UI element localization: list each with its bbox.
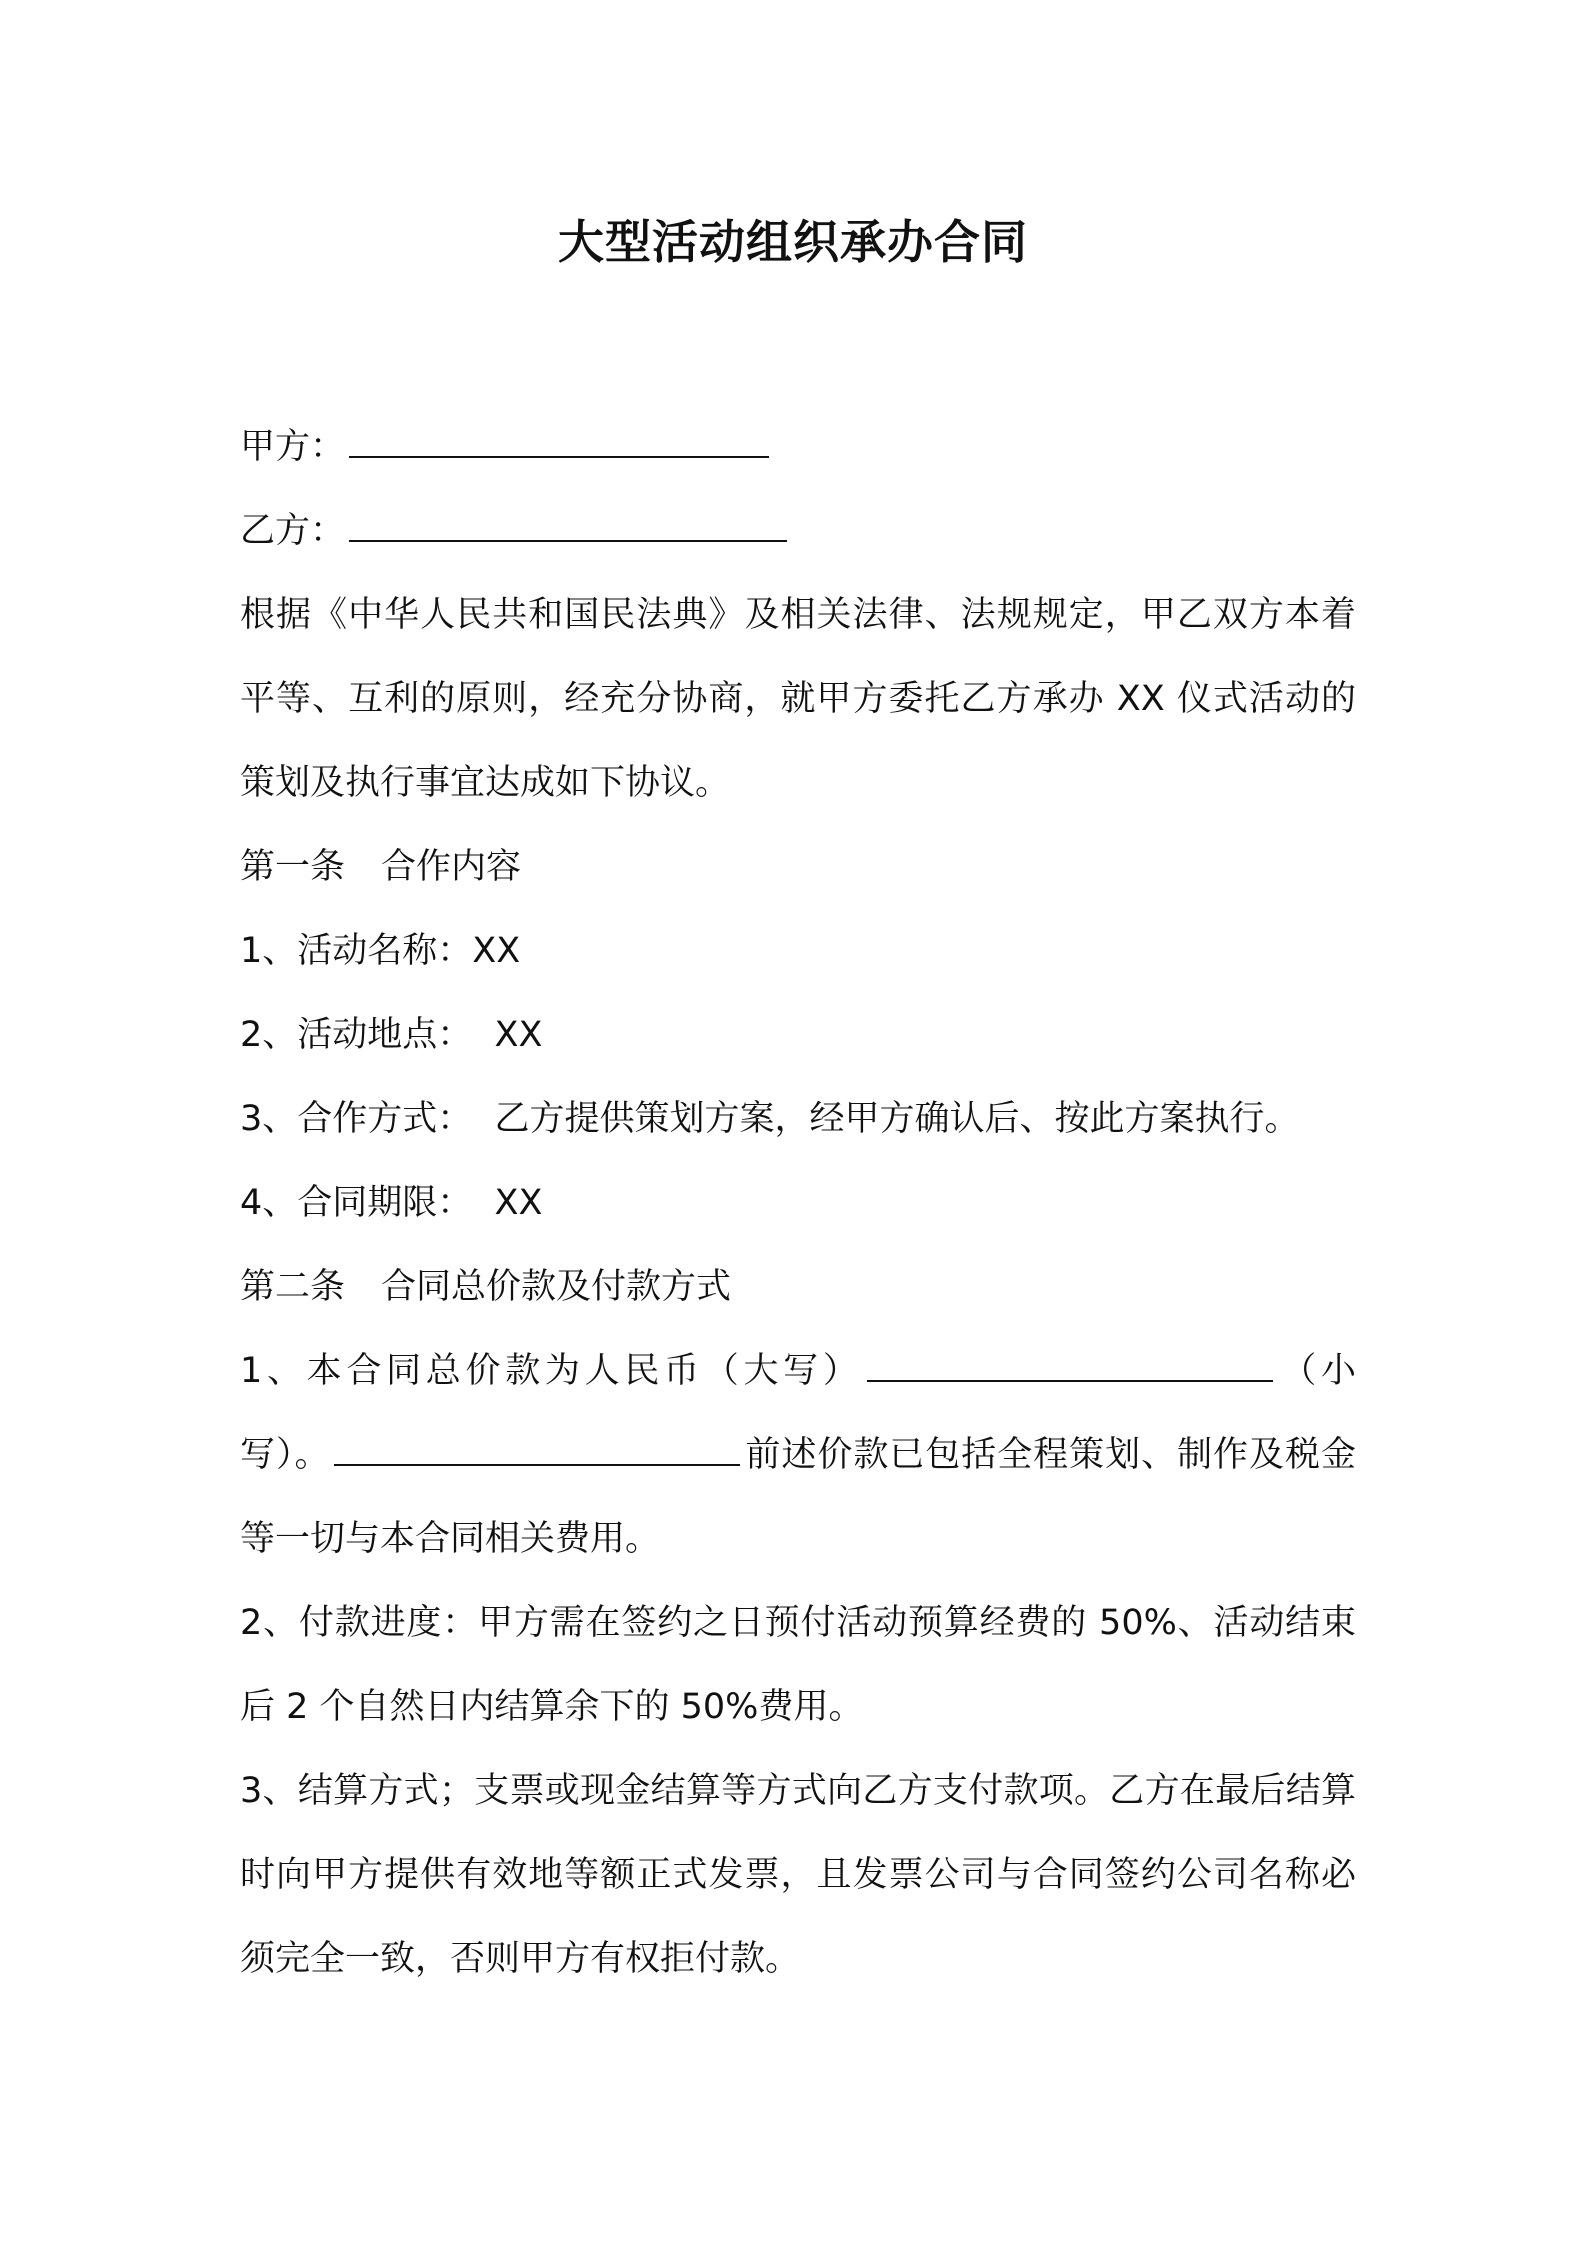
amount-uppercase-blank <box>867 1338 1273 1382</box>
article2-item-1 <box>240 1329 1356 1581</box>
party-b-line <box>240 489 1356 573</box>
article1-item-4: 4、合同期限： XX <box>240 1183 543 1223</box>
article2-number: 第二条 <box>240 1267 346 1307</box>
document-title: 大型活动组织承办合同 <box>558 215 1028 269</box>
article2-item1-part1: 1、本合同总价款为人民币（大写） <box>240 1351 863 1391</box>
party-a-blank <box>349 414 769 458</box>
article2-item1-part2: （小写）。 <box>240 1351 1356 1475</box>
preamble-paragraph: 根据《中华人民共和国民法典》及相关法律、法规规定，甲乙双方本着平等、互利的原则，经充分协商，就甲方委托乙方承办 XX 仪式活动的策划及执行事宜达成如下协议。 <box>240 595 1356 803</box>
article1-number: 第一条 <box>240 847 346 887</box>
article2-title: 合同总价款及付款方式 <box>381 1267 732 1307</box>
amount-lowercase-blank <box>334 1422 740 1466</box>
article1-title: 合作内容 <box>381 847 522 887</box>
document-body <box>240 405 1356 2001</box>
party-b-blank <box>349 498 787 542</box>
article1-heading <box>240 825 1356 909</box>
article2-item-2: 2、付款进度：甲方需在签约之日预付活动预算经费的 50%、活动结束后 2 个自然日内结算余下的 50%费用。 <box>240 1603 1356 1727</box>
article1-item-1: 1、活动名称：XX <box>240 931 521 971</box>
article2-heading <box>240 1245 1356 1329</box>
article2-item1-part3: 前述价款已包括全程策划、制作及税金等一切与本合同相关费用。 <box>240 1435 1356 1559</box>
party-a-line <box>240 405 1356 489</box>
party-b-label: 乙方： <box>240 511 346 551</box>
article1-item-2: 2、活动地点： XX <box>240 1015 543 1055</box>
party-a-label: 甲方： <box>240 427 346 467</box>
article2-item-3: 3、结算方式；支票或现金结算等方式向乙方支付款项。乙方在最后结算时向甲方提供有效地等额正式发票，且发票公司与合同签约公司名称必须完全一致，否则甲方有权拒付款。 <box>240 1771 1356 1979</box>
article1-item-3: 3、合作方式： 乙方提供策划方案，经甲方确认后、按此方案执行。 <box>240 1099 1300 1139</box>
